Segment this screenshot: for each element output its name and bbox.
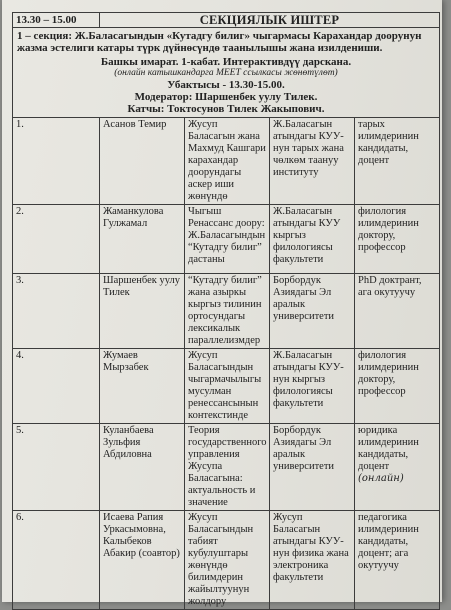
institution: Борбордук Азиядагы Эл аралык университети [270,424,355,511]
online-handwritten-note: (онлайн) [358,473,404,484]
table-row [13,205,440,274]
institution: Ж.Баласагын атындагы КУУ-нун тарых жана чөлкөм таануу институту [270,118,355,205]
row-number: 4. [13,349,100,424]
table-row [13,118,440,205]
institution: Ж.Баласагын атындагы КУУ-нун кыргыз филологиясы факультети [270,349,355,424]
table-row [13,349,440,424]
speaker-name: Жаманкулова Гулжамал [100,205,185,274]
talk-topic: “Кутадгу билиг” жана азыркы кыргыз тилинин ортосундагы лексикалык параллелизмдер [185,274,270,349]
section-moderator: Модератор: Шаршенбек уулу Тилек. [134,91,318,103]
section-time: Убактысы - 13.30-15.00. [167,79,285,91]
section-participant: Катчы: Токтосунов Тилек Жакыпович. [127,103,325,115]
header-time: 13.30 – 15.00 [13,13,100,28]
academic-degree-cell [355,424,440,511]
section-title: 1 – секция: Ж.Баласагындын «Кутадгу билиг» чыгармасы Карахандар доорунун жазма эстелиги катары түрк дүйнөсүндө таанылышы жана изилдениши. [17,30,422,54]
speaker-name: Исаева Рапия Уркасымовна, Калыбеков Абакир (соавтор) [100,511,185,610]
talk-topic: Теория государственного управления Жусупа Баласагына: актуальность и значение [185,424,270,511]
section-note: (онлайн катышкандарга МЕЕТ ссылкасы жөнөтүлөт) [114,68,338,78]
speaker-name: Асанов Темир [100,118,185,205]
section-row [13,28,440,118]
talk-topic: Жусуп Баласагындын табият кубулуштары жөнүндө билимдерин жайылтуунун жолдору [185,511,270,610]
table-row [13,274,440,349]
academic-degree: юридика илимдеринин кандидаты, доцент [358,425,419,472]
section-place: Башкы имарат. 1-кабат. Интерактивдүү дарскана. [100,56,352,68]
institution: Борбордук Азиядагы Эл аралык университети [270,274,355,349]
row-number: 1. [13,118,100,205]
talk-topic: Жусуп Баласагындын чыгармачылыгы мусулман ренессансынын контекстинде [185,349,270,424]
document-page [2,0,442,607]
program-table [12,12,440,610]
talk-topic: Чыгыш Ренассанс доору: Ж.Баласагындын “Кутадгу билиг” дастаны [185,205,270,274]
institution: Ж.Баласагын атындагы КУУ кыргыз филологиясы факультети [270,205,355,274]
row-number: 5. [13,424,100,511]
table-row [13,424,440,511]
institution: Жусуп Баласагын атындагы КУУ-нун физика жана электроника факультети [270,511,355,610]
section-info [13,28,440,118]
header-title: СЕКЦИЯЛЫК ИШТЕР [100,13,440,28]
talk-topic: Жусуп Баласагын жана Махмуд Кашгари карахандар доорундагы аскер иши жөнүндө [185,118,270,205]
row-number: 3. [13,274,100,349]
speaker-name: Куланбаева Зульфия Абдиловна [100,424,185,511]
speaker-name: Жумаев Мырзабек [100,349,185,424]
row-number: 6. [13,511,100,610]
academic-degree: тарых илимдеринин кандидаты, доцент [355,118,440,205]
academic-degree: филология илимдеринин доктору, профессор [355,349,440,424]
speaker-name: Шаршенбек уулу Тилек [100,274,185,349]
row-number: 2. [13,205,100,274]
academic-degree: педагогика илимдеринин кандидаты, доцент; ага окутуучу [355,511,440,610]
academic-degree: PhD доктрант, ага окутуучу [355,274,440,349]
academic-degree: филология илимдеринин доктору, профессор [355,205,440,274]
table-row [13,511,440,610]
header-row [13,13,440,28]
